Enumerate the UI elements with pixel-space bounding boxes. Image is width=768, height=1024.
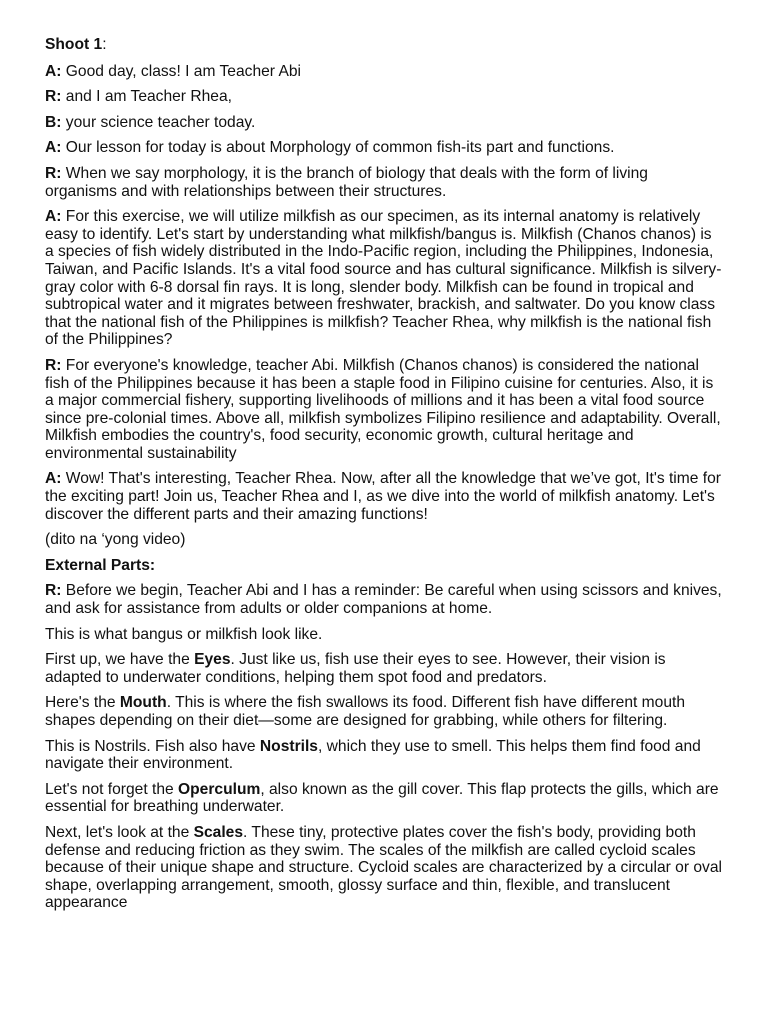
- speaker-label: A:: [45, 62, 62, 80]
- part-term: Operculum: [178, 780, 261, 798]
- reminder-text: Before we begin, Teacher Abi and I has a reminder: Be careful when using scissors and knives, and ask for assistance from adults or older companions at home.: [45, 582, 722, 618]
- part-text-after: , which they use to smell. This helps them find food and navigate their environment.: [45, 737, 701, 773]
- speaker-label: R:: [45, 356, 62, 374]
- dialogue-line: [45, 139, 724, 157]
- part-term: Nostrils: [259, 737, 318, 755]
- speaker-label: A:: [45, 139, 62, 157]
- dialogue-line: [45, 470, 724, 523]
- part-term: Mouth: [119, 694, 167, 712]
- dialogue-text: your science teacher today.: [61, 113, 256, 131]
- speaker-label: R:: [45, 582, 62, 600]
- milkfish-look-line: This is what bangus or milkfish look like.: [45, 625, 323, 643]
- dialogue-text: For this exercise, we will utilize milkfish as our specimen, as its internal anatomy is relatively easy to identify. Let's start by understanding what milkfish/bangus is. Milkfish (Chanos chanos) is a species of fish widely distributed in the Indo-Pacific region, including the Philippines, Indonesia, Taiwan, and Pacific Islands. It's a vital food source and has cultural significance. Milkfish is silvery-gray color with 6-8 dorsal fin rays. It is long, slender body. Milkfish can be found in tropical and subtropical water and it migrates between freshwater, brackish, and saltwater. Do you know class that the national fish of the Philippines is milkfish? Teacher Rhea, why milkfish is the national fish of the Philippines?: [45, 208, 722, 349]
- external-parts-title: External Parts:: [45, 556, 156, 574]
- dialogue-line: [45, 165, 724, 200]
- part-text-after: . This is where the fish swallows its food. Different fish have different mouth shapes depending on their diet—some are designed for grabbing, while others for filtering.: [45, 694, 685, 729]
- part-term: Eyes: [194, 651, 231, 669]
- dialogue-line: [45, 63, 724, 81]
- dialogue-text: Good day, class! I am Teacher Abi: [61, 62, 301, 80]
- speaker-label: B:: [45, 113, 62, 131]
- video-note: (dito na ‘yong video): [45, 531, 186, 549]
- part-paragraph-nostrils: [45, 738, 724, 773]
- dialogue-line: [45, 357, 724, 463]
- shoot-heading: [45, 36, 724, 54]
- shoot-colon: :: [102, 36, 107, 53]
- part-text-before: Here's the: [45, 694, 120, 712]
- part-text-before: This is Nostrils. Fish also have: [45, 737, 260, 755]
- shoot-title: Shoot 1: [45, 36, 103, 53]
- dialogue-text: Wow! That's interesting, Teacher Rhea. Now, after all the knowledge that we’ve got, It's time for the exciting part! Join us, Teacher Rhea and I, as we dive into the world of milkfish anatomy. Let's discover the different parts and their amazing functions!: [45, 470, 721, 523]
- dialogue-text: When we say morphology, it is the branch of biology that deals with the form of living organisms and with relationships between their structures.: [45, 164, 648, 200]
- part-text-before: Next, let's look at the: [45, 823, 194, 841]
- part-term: Scales: [193, 823, 244, 841]
- part-paragraph-scales: [45, 824, 724, 912]
- dialogue-line: [45, 208, 724, 349]
- dialogue-text: and I am Teacher Rhea,: [61, 88, 232, 106]
- speaker-label: R:: [45, 164, 62, 182]
- part-paragraph-eyes: [45, 651, 724, 686]
- part-text-after: , also known as the gill cover. This flap protects the gills, which are essential for breathing underwater.: [45, 780, 719, 816]
- part-text-after: . Just like us, fish use their eyes to see. However, their vision is adapted to underwater conditions, helping them spot food and predators.: [45, 651, 666, 686]
- dialogue-text: Our lesson for today is about Morphology of common fish-its part and functions.: [61, 139, 615, 157]
- external-parts-heading: [45, 557, 724, 575]
- part-paragraph-operculum: [45, 781, 724, 816]
- part-text-before: First up, we have the: [45, 651, 195, 669]
- dialogue-text: For everyone's knowledge, teacher Abi. Milkfish (Chanos chanos) is considered the national fish of the Philippines because it has been a staple food in Filipino cuisine for centuries. Also, it is a major commercial fishery, supporting livelihoods of millions and it has been a vital food source since pre-colonial times. Above all, milkfish symbolizes Filipino resilience and adaptability. Overall, Milkfish embodies the country's, food security, economic growth, cultural heritage and environmental sustainability: [45, 356, 721, 462]
- speaker-label: A:: [45, 208, 62, 226]
- part-text-before: Let's not forget the: [45, 780, 179, 798]
- reminder-line: [45, 582, 724, 617]
- part-text-after: . These tiny, protective plates cover the fish's body, providing both defense and reducing friction as they swim. The scales of the milkfish are called cycloid scales because of their unique shape and structure. Cycloid scales are characterized by a circular or oval shape, overlapping arrangement, smooth, glossy surface and thin, flexible, and translucent appearance: [45, 823, 722, 912]
- dialogue-line: [45, 114, 724, 132]
- speaker-label: A:: [45, 470, 62, 488]
- dialogue-line: [45, 88, 724, 106]
- part-paragraph-mouth: [45, 694, 724, 729]
- speaker-label: R:: [45, 88, 62, 106]
